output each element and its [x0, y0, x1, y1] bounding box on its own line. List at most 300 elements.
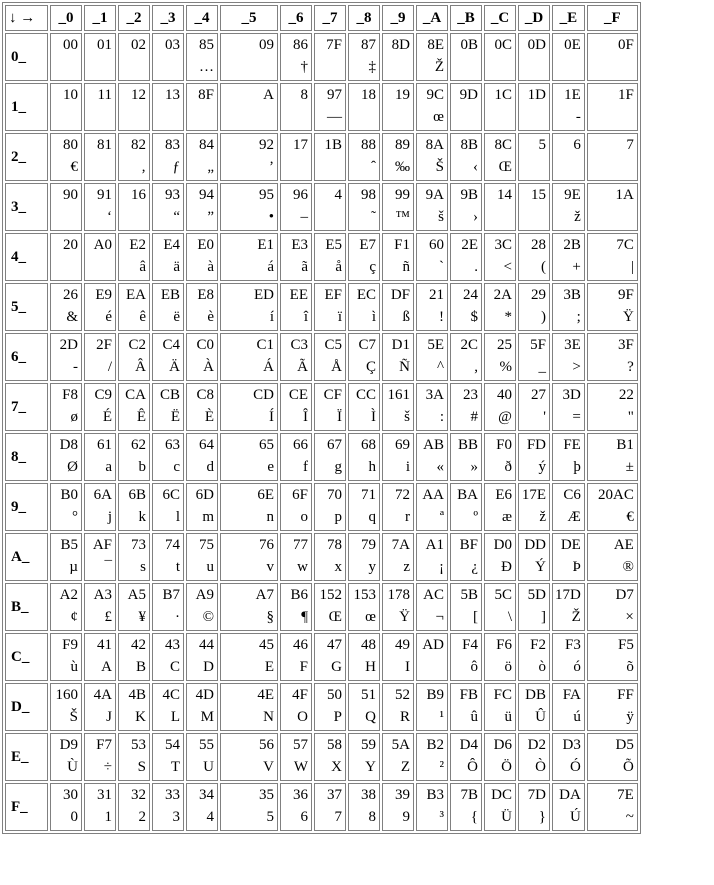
character-glyph: 7: [334, 809, 342, 825]
character-glyph: ß: [402, 309, 410, 325]
row-header: A_: [5, 533, 48, 581]
code-value: 78: [327, 537, 342, 553]
character-glyph: [453, 106, 478, 128]
character-glyph: 8: [368, 809, 376, 825]
code-cell: [50, 683, 82, 731]
character-glyph: x: [334, 559, 342, 575]
character-glyph: e: [267, 459, 274, 475]
code-value: 5C: [494, 587, 512, 603]
code-cell: [314, 683, 346, 731]
code-cell: [50, 583, 82, 631]
character-glyph: û: [470, 709, 478, 725]
column-header: _7: [314, 5, 346, 31]
code-cell: [280, 33, 312, 81]
code-cell: [118, 283, 150, 331]
character-glyph: í: [269, 309, 274, 325]
character-glyph: ®: [622, 559, 634, 575]
code-cell: [280, 483, 312, 531]
code-value: 24: [463, 287, 478, 303]
character-glyph: [121, 106, 146, 128]
code-value: F4: [462, 637, 478, 653]
column-header: _A: [416, 5, 448, 31]
code-cell: [152, 483, 184, 531]
character-glyph: ³: [439, 809, 444, 825]
code-cell: [484, 233, 516, 281]
code-value: 14: [497, 187, 512, 203]
character-glyph: u: [206, 559, 214, 575]
code-value: 8A: [425, 137, 444, 153]
code-value: 19: [395, 87, 410, 103]
character-glyph: g: [334, 459, 342, 475]
character-glyph: E: [264, 659, 274, 675]
code-cell: [450, 383, 482, 431]
code-cell: [314, 783, 346, 831]
code-value: 9E: [564, 187, 581, 203]
character-glyph: %: [499, 359, 512, 375]
character-glyph: ú: [573, 709, 581, 725]
code-value: 46: [293, 637, 308, 653]
code-cell: [186, 333, 218, 381]
code-cell: [416, 483, 448, 531]
code-value: 03: [165, 37, 180, 53]
code-cell: [220, 133, 278, 181]
code-cell: [416, 283, 448, 331]
code-value: D6: [493, 737, 512, 753]
code-cell: [518, 233, 550, 281]
table-row: [5, 83, 638, 131]
character-glyph: Ç: [365, 359, 376, 375]
character-glyph: <: [503, 259, 512, 275]
code-cell: [280, 83, 312, 131]
code-cell: [186, 633, 218, 681]
code-cell: [450, 283, 482, 331]
code-cell: [382, 233, 414, 281]
code-cell: [84, 233, 116, 281]
code-value: 1E: [564, 87, 581, 103]
code-cell: [552, 783, 585, 831]
character-glyph: A: [101, 659, 112, 675]
character-glyph: 1: [104, 809, 112, 825]
code-value: 01: [97, 37, 112, 53]
character-glyph: *: [504, 309, 512, 325]
character-glyph: Å: [331, 359, 342, 375]
code-cell: [84, 733, 116, 781]
column-header: _D: [518, 5, 550, 31]
row-header: 8_: [5, 433, 48, 481]
character-glyph: 4: [206, 809, 214, 825]
code-value: E8: [197, 287, 214, 303]
character-glyph: ': [543, 409, 546, 425]
character-glyph: Â: [135, 359, 146, 375]
code-cell: [152, 783, 184, 831]
code-cell: [220, 283, 278, 331]
code-cell: [518, 633, 550, 681]
character-glyph: ‹: [473, 159, 478, 175]
code-cell: [552, 133, 585, 181]
code-cell: [552, 383, 585, 431]
code-cell: [314, 583, 346, 631]
column-header: _2: [118, 5, 150, 31]
code-value: 34: [199, 787, 214, 803]
code-value: 84: [199, 137, 214, 153]
code-value: 82: [131, 137, 146, 153]
character-glyph: (: [541, 259, 546, 275]
character-glyph: ò: [538, 659, 546, 675]
code-value: 54: [165, 737, 180, 753]
code-value: 7C: [616, 237, 634, 253]
code-cell: [518, 783, 550, 831]
code-value: 59: [361, 737, 376, 753]
code-value: 64: [199, 437, 214, 453]
code-cell: [314, 633, 346, 681]
character-glyph: [223, 56, 274, 78]
code-cell: [484, 683, 516, 731]
character-glyph: þ: [573, 459, 581, 475]
character-glyph: s: [140, 559, 146, 575]
code-cell: [518, 383, 550, 431]
code-value: 26: [63, 287, 78, 303]
character-glyph: [521, 206, 546, 228]
character-glyph: T: [170, 759, 180, 775]
code-value: 86: [293, 37, 308, 53]
code-value: 89: [395, 137, 410, 153]
character-glyph: =: [572, 409, 581, 425]
code-value: 43: [165, 637, 180, 653]
code-value: A2: [59, 587, 78, 603]
code-cell: [84, 33, 116, 81]
character-glyph: ¶: [301, 609, 308, 625]
code-value: B6: [290, 587, 308, 603]
code-cell: [484, 283, 516, 331]
character-glyph: ç: [369, 259, 376, 275]
code-value: 4C: [162, 687, 180, 703]
codepage-table: [2, 2, 641, 834]
code-value: 02: [131, 37, 146, 53]
code-cell: [220, 333, 278, 381]
code-cell: [484, 33, 516, 81]
code-cell: [220, 683, 278, 731]
code-cell: [50, 533, 82, 581]
character-glyph: y: [368, 559, 376, 575]
code-cell: [587, 683, 638, 731]
column-header: _9: [382, 5, 414, 31]
code-value: 17D: [555, 587, 581, 603]
character-glyph: ð: [504, 459, 512, 475]
code-value: 1A: [615, 187, 634, 203]
code-cell: [382, 633, 414, 681]
code-cell: [314, 383, 346, 431]
character-glyph: œ: [365, 609, 376, 625]
code-cell: [518, 483, 550, 531]
code-value: C7: [358, 337, 376, 353]
code-value: DC: [491, 787, 512, 803]
character-glyph: «: [436, 459, 444, 475]
character-glyph: R: [399, 709, 410, 725]
code-cell: [450, 733, 482, 781]
row-header: 0_: [5, 33, 48, 81]
code-value: 29: [531, 287, 546, 303]
character-glyph: X: [331, 759, 342, 775]
code-cell: [587, 483, 638, 531]
code-value: 5F: [530, 337, 546, 353]
character-glyph: :: [439, 409, 444, 425]
table-row: [5, 283, 638, 331]
character-glyph: }: [538, 809, 546, 825]
code-value: D4: [459, 737, 478, 753]
character-glyph: Š: [69, 709, 78, 725]
code-cell: [450, 83, 482, 131]
character-glyph: Ž: [434, 59, 444, 75]
character-glyph: ‚: [141, 159, 146, 175]
column-header: _8: [348, 5, 380, 31]
code-cell: [484, 83, 516, 131]
code-cell: [314, 333, 346, 381]
code-value: 90: [63, 187, 78, 203]
character-glyph: !: [439, 309, 444, 325]
code-value: DD: [524, 537, 546, 553]
character-glyph: [283, 106, 308, 128]
character-glyph: ü: [504, 709, 512, 725]
character-glyph: »: [470, 459, 478, 475]
character-glyph: Ø: [67, 459, 78, 475]
character-glyph: $: [470, 309, 478, 325]
character-glyph: ©: [202, 609, 214, 625]
character-glyph: †: [300, 59, 308, 75]
code-value: A0: [93, 237, 112, 253]
code-cell: [220, 383, 278, 431]
code-cell: [382, 483, 414, 531]
character-glyph: Ï: [337, 409, 342, 425]
code-value: 2A: [493, 287, 512, 303]
code-cell: [552, 33, 585, 81]
character-glyph: [87, 256, 112, 278]
code-cell: [186, 33, 218, 81]
code-value: 39: [395, 787, 410, 803]
code-cell: [348, 483, 380, 531]
code-cell: [186, 233, 218, 281]
code-value: 6C: [162, 487, 180, 503]
code-cell: [348, 233, 380, 281]
code-value: 1D: [527, 87, 546, 103]
code-value: 94: [199, 187, 214, 203]
code-value: 8: [300, 87, 308, 103]
code-cell: [50, 383, 82, 431]
code-value: 47: [327, 637, 342, 653]
character-glyph: Ì: [371, 409, 376, 425]
row-header: 9_: [5, 483, 48, 531]
code-value: 79: [361, 537, 376, 553]
code-value: 28: [531, 237, 546, 253]
code-value: E5: [325, 237, 342, 253]
code-value: E2: [129, 237, 146, 253]
code-value: BA: [457, 487, 478, 503]
code-value: 97: [327, 87, 342, 103]
code-value: 3F: [618, 337, 634, 353]
code-value: 4A: [93, 687, 112, 703]
code-value: F5: [618, 637, 634, 653]
code-cell: [518, 33, 550, 81]
character-glyph: [189, 106, 214, 128]
code-value: CD: [253, 387, 274, 403]
code-value: 58: [327, 737, 342, 753]
code-value: EB: [160, 287, 180, 303]
code-cell: [280, 783, 312, 831]
table-row: [5, 583, 638, 631]
character-glyph: •: [268, 209, 274, 225]
code-value: FE: [563, 437, 581, 453]
character-glyph: -: [575, 109, 581, 125]
code-cell: [118, 483, 150, 531]
character-glyph: Î: [303, 409, 308, 425]
character-glyph: ñ: [402, 259, 410, 275]
code-value: F3: [565, 637, 581, 653]
code-cell: [416, 633, 448, 681]
code-value: 77: [293, 537, 308, 553]
code-value: FF: [617, 687, 634, 703]
code-value: AE: [613, 537, 634, 553]
code-value: 6D: [195, 487, 214, 503]
code-cell: [152, 633, 184, 681]
code-cell: [220, 483, 278, 531]
character-glyph: ˜: [371, 209, 376, 225]
code-cell: [50, 433, 82, 481]
code-value: 69: [395, 437, 410, 453]
code-value: CC: [355, 387, 376, 403]
code-cell: [152, 333, 184, 381]
character-glyph: [487, 56, 512, 78]
code-cell: [416, 183, 448, 231]
character-glyph: ”: [207, 209, 214, 225]
code-cell: [552, 233, 585, 281]
character-glyph: z: [403, 559, 410, 575]
character-glyph: ™: [395, 209, 410, 225]
code-value: 153: [353, 587, 376, 603]
character-glyph: õ: [626, 659, 634, 675]
character-glyph: [590, 156, 634, 178]
character-glyph: [555, 56, 581, 78]
column-header: _1: [84, 5, 116, 31]
code-value: 93: [165, 187, 180, 203]
code-cell: [186, 433, 218, 481]
code-cell: [450, 483, 482, 531]
character-glyph: š: [438, 209, 444, 225]
table-row: [5, 433, 638, 481]
character-glyph: [521, 56, 546, 78]
code-cell: [450, 133, 482, 181]
code-value: 32: [131, 787, 146, 803]
code-value: C1: [256, 337, 274, 353]
code-cell: [450, 633, 482, 681]
code-cell: [587, 633, 638, 681]
character-glyph: º: [473, 509, 478, 525]
code-cell: [50, 783, 82, 831]
code-cell: [118, 183, 150, 231]
character-glyph: ø: [70, 409, 78, 425]
code-cell: [118, 633, 150, 681]
character-glyph: Œ: [498, 159, 512, 175]
code-cell: [220, 233, 278, 281]
character-glyph: U: [203, 759, 214, 775]
code-value: AC: [423, 587, 444, 603]
code-cell: [382, 533, 414, 581]
code-value: 66: [293, 437, 308, 453]
code-cell: [348, 733, 380, 781]
code-value: E9: [95, 287, 112, 303]
character-glyph: è: [207, 309, 214, 325]
character-glyph: é: [105, 309, 112, 325]
table-row: [5, 233, 638, 281]
column-header: _6: [280, 5, 312, 31]
code-value: 91: [97, 187, 112, 203]
character-glyph: /: [107, 359, 112, 375]
character-glyph: Z: [400, 759, 410, 775]
code-cell: [450, 683, 482, 731]
code-value: A3: [93, 587, 112, 603]
row-header: 4_: [5, 233, 48, 281]
code-value: C4: [162, 337, 180, 353]
code-value: C3: [290, 337, 308, 353]
code-value: 80: [63, 137, 78, 153]
code-cell: [552, 483, 585, 531]
code-cell: [587, 433, 638, 481]
code-value: B9: [426, 687, 444, 703]
code-value: 00: [63, 37, 78, 53]
code-cell: [280, 733, 312, 781]
code-value: 87: [361, 37, 376, 53]
row-header: 7_: [5, 383, 48, 431]
character-glyph: M: [200, 709, 214, 725]
code-value: E1: [257, 237, 274, 253]
code-value: 8F: [198, 87, 214, 103]
code-value: 5D: [527, 587, 546, 603]
character-glyph: \: [507, 609, 512, 625]
code-cell: [552, 583, 585, 631]
code-cell: [587, 333, 638, 381]
character-glyph: 2: [138, 809, 146, 825]
code-value: B0: [60, 487, 78, 503]
character-glyph: D: [203, 659, 214, 675]
character-glyph: Æ: [567, 509, 581, 525]
column-header: _C: [484, 5, 516, 31]
code-value: 96: [293, 187, 308, 203]
code-cell: [348, 383, 380, 431]
code-cell: [84, 183, 116, 231]
code-value: 1B: [324, 137, 342, 153]
character-glyph: Ó: [570, 759, 581, 775]
character-glyph: ë: [173, 309, 180, 325]
code-cell: [152, 383, 184, 431]
code-cell: [220, 183, 278, 231]
code-value: E4: [163, 237, 180, 253]
code-value: EC: [356, 287, 376, 303]
code-value: 70: [327, 487, 342, 503]
code-value: A: [263, 87, 274, 103]
code-value: 2F: [96, 337, 112, 353]
character-glyph: f: [303, 459, 308, 475]
code-value: 23: [463, 387, 478, 403]
code-value: 92: [259, 137, 274, 153]
code-value: 3E: [564, 337, 581, 353]
character-glyph: `: [439, 259, 444, 275]
code-value: A9: [195, 587, 214, 603]
code-value: B3: [426, 787, 444, 803]
code-value: 3B: [563, 287, 581, 303]
row-header: B_: [5, 583, 48, 631]
code-cell: [84, 783, 116, 831]
code-value: 73: [131, 537, 146, 553]
code-value: 49: [395, 637, 410, 653]
header-row: [5, 5, 638, 31]
